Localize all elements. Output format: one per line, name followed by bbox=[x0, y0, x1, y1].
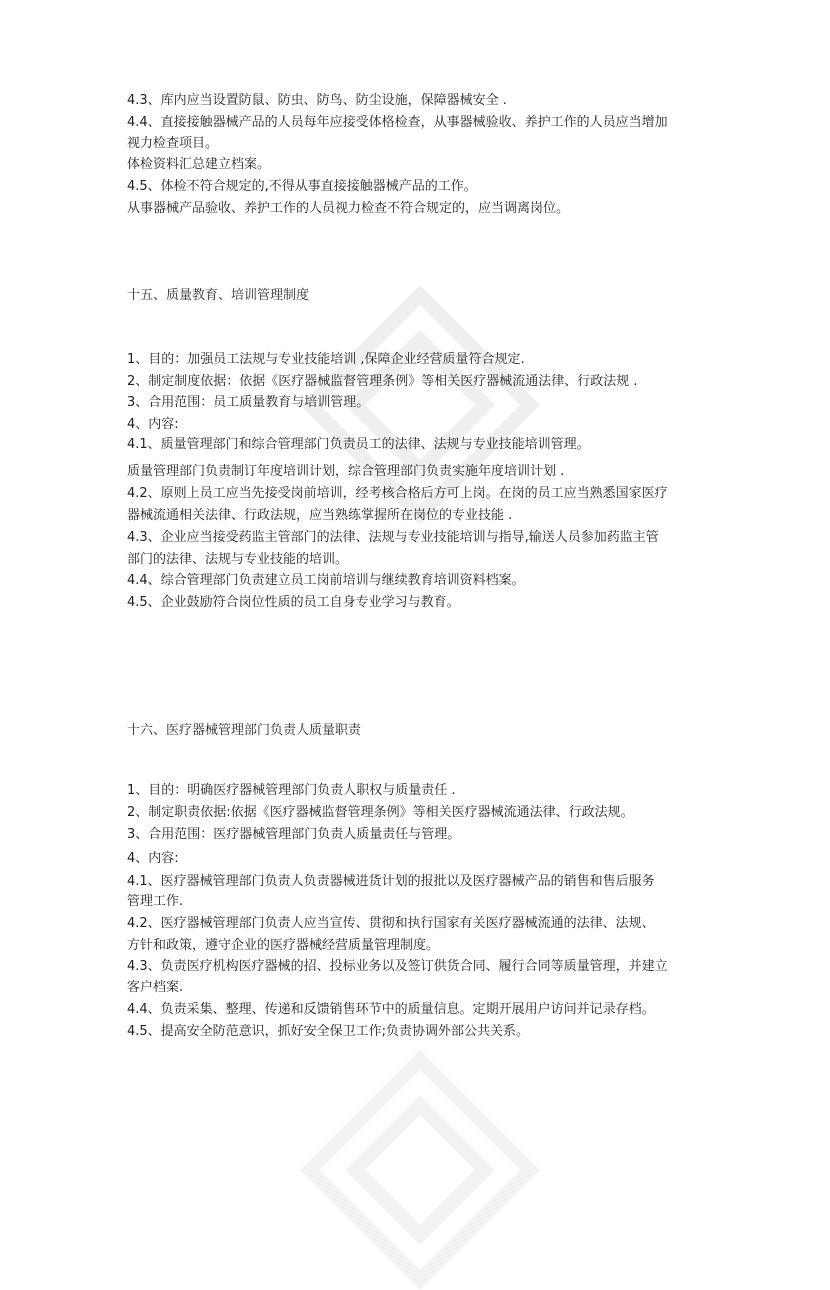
paragraph-line: 视力检查项目。 bbox=[127, 136, 219, 151]
paragraph-line: 4.1、医疗器械管理部门负责人负责器械进货计划的报批以及医疗器械产品的销售和售后服务 bbox=[127, 874, 655, 889]
paragraph-line: 方针和政策，遵守企业的医疗器械经营质量管理制度。 bbox=[127, 938, 440, 953]
section-title: 十六、医疗器械管理部门负责人质量职责 bbox=[127, 723, 362, 738]
paragraph-line: 3、合用范围：员工质量教育与培训管理。 bbox=[127, 395, 370, 410]
paragraph-line: 4.2、医疗器械管理部门负责人应当宣传、贯彻和执行国家有关医疗器械流通的法律、法规、 bbox=[127, 916, 655, 931]
paragraph-line: 客户档案. bbox=[127, 980, 184, 995]
paragraph-line: 4.2、原则上员工应当先接受岗前培训，经考核合格后方可上岗。在岗的员工应当熟悉国家医疗 bbox=[127, 486, 668, 501]
paragraph-line: 4.4、直接接触器械产品的人员每年应接受体格检查，从事器械验收、养护工作的人员应当增加 bbox=[127, 115, 668, 130]
paragraph-line: 4.3、库内应当设置防鼠、防虫、防鸟、防尘设施，保障器械安全 . bbox=[127, 93, 507, 108]
paragraph-line: 4、内容: bbox=[127, 851, 179, 866]
paragraph-line: 4.4、负责采集、整理、传递和反馈销售环节中的质量信息。定期开展用户访问并记录存档。 bbox=[127, 1002, 655, 1017]
paragraph-line: 4.5、体检不符合规定的,不得从事直接接触器械产品的工作。 bbox=[127, 179, 477, 194]
paragraph-line: 2、制定制度依据：依据《医疗器械监督管理条例》等相关医疗器械流通法律、行政法规 . bbox=[127, 374, 638, 389]
paragraph-line: 部门的法律、法规与专业技能的培训。 bbox=[127, 552, 349, 567]
paragraph-line: 4.3、企业应当接受药监主管部门的法律、法规与专业技能培训与指导,输送人员参加药监主管 bbox=[127, 530, 659, 545]
paragraph-line: 4、内容: bbox=[127, 417, 179, 432]
paragraph-line: 1、目的：加强员工法规与专业技能培训 ,保障企业经营质量符合规定. bbox=[127, 352, 525, 367]
paragraph-line: 4.3、负责医疗机构医疗器械的招、投标业务以及签订供货合同、履行合同等质量管理，并建立 bbox=[127, 959, 668, 974]
paragraph-line: 4.1、质量管理部门和综合管理部门负责员工的法律、法规与专业技能培训管理。 bbox=[127, 437, 590, 452]
paragraph-line: 器械流通相关法律、行政法规，应当熟练掌握所在岗位的专业技能 . bbox=[127, 508, 513, 523]
paragraph-line: 体检资料汇总建立档案。 bbox=[127, 157, 271, 172]
paragraph-line: 4.5、企业鼓励符合岗位性质的员工自身专业学习与教育。 bbox=[127, 595, 460, 610]
paragraph-line: 从事器械产品验收、养护工作的人员视力检查不符合规定的，应当调离岗位。 bbox=[127, 201, 570, 216]
section-title: 十五、质量教育、培训管理制度 bbox=[127, 288, 310, 303]
paragraph-line: 1、目的：明确医疗器械管理部门负责人职权与质量责任 . bbox=[127, 783, 456, 798]
paragraph-line: 4.4、综合管理部门负责建立员工岗前培训与继续教育培训资料档案。 bbox=[127, 573, 525, 588]
paragraph-line: 管理工作. bbox=[127, 894, 184, 909]
paragraph-line: 3、合用范围：医疗器械管理部门负责人质量责任与管理。 bbox=[127, 827, 461, 842]
paragraph-line: 4.5、提高安全防范意识，抓好安全保卫工作;负责协调外部公共关系。 bbox=[127, 1024, 530, 1039]
paragraph-line: 2、制定职责依据:依据《医疗器械监督管理条例》等相关医疗器械流通法律、行政法规。 bbox=[127, 805, 634, 820]
watermark-icon bbox=[300, 1050, 540, 1290]
paragraph-line: 质量管理部门负责制订年度培训计划，综合管理部门负责实施年度培训计划 . bbox=[127, 464, 565, 479]
